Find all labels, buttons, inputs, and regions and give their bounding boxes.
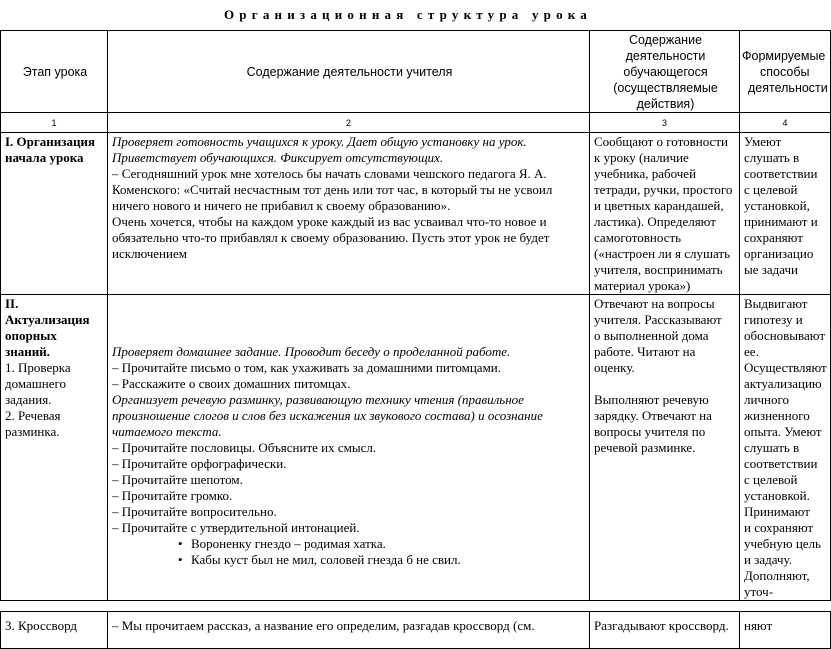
stage-cell: I. Организация начала урока — [1, 133, 108, 295]
list-item: • Вороненку гнездо – родимая хатка. — [178, 536, 386, 551]
student-activity-cell: Разгадывают кроссворд. — [590, 612, 740, 649]
student-activity-cell: Отвечают на вопросы учителя. Рассказывают о выполненной дома работе. Читают на оценку. Выполняют речевую зарядку. Отвечают на вопросы учителя по речевой разминке. — [590, 295, 740, 601]
table-header-row — [1, 31, 831, 113]
column-number: 2 — [108, 113, 590, 133]
student-activity-cell: Сообщают о готовности к уроку (наличие учебника, рабочей тетради, ручки, простого и цветных карандашей, ластика). Определяют самоготовность («настроен ли я слушать учителя, воспринимать материал урока») — [590, 133, 740, 295]
lesson-structure-table — [0, 30, 831, 649]
bullet-icon: • — [178, 552, 183, 567]
bullet-icon: • — [178, 536, 183, 551]
column-number: 1 — [1, 113, 108, 133]
stage-row-organization — [1, 133, 831, 295]
skills-cell: няют — [740, 612, 831, 649]
column-number-row — [1, 113, 831, 133]
stage-cell: 3. Кроссворд — [1, 612, 108, 649]
teacher-activity-cell: Проверяет готовность учащихся к уроку. Дает общую установку на урок. Приветствует обучающихся. Фиксирует отсутствующих. – Сегодняшний урок мне хотелось бы начать словами чешского педагога Я. А. Коменского: «Считай несчастным тот день или тот час, в который ты не усвоил ничего нового и ничего не прибавил к своему образованию». Очень хочется, чтобы на каждом уроке каждый из вас усваивал что-то новое и обязательно что-то прибавлял к своему образованию. Пусть этот урок не будет исключением — [108, 133, 590, 295]
header-teacher-activity: Содержание деятельности учителя — [108, 31, 590, 113]
skills-cell: Умеют слушать в соответствии с целевой установкой, принимают и сохраняют организацио ые задачи — [740, 133, 831, 295]
page-break-gap — [1, 601, 831, 612]
page-title: Организационная структура урока — [224, 7, 592, 22]
column-number: 4 — [740, 113, 831, 133]
skills-cell: Выдвигают гипотезу и обосновывают ее. Осуществляют актуализацию личного жизненного опыта. Умеют слушать в соответствии с целевой установкой. Принимают и сохраняют учебную цель и задачу. Дополняют, уточ- — [740, 295, 831, 601]
teacher-activity-cell: – Мы прочитаем рассказ, а название его определим, разгадав кроссворд (см. — [108, 612, 590, 649]
stage-row-crossword — [1, 612, 831, 649]
list-item: • Кабы куст был не мил, соловей гнезда б не свил. — [178, 552, 461, 567]
header-student-activity: Содержание деятельности обучающегося (осуществляемые действия) — [590, 31, 740, 113]
teacher-activity-cell: Проверяет домашнее задание. Проводит беседу о проделанной работе. – Прочитайте письмо о том, как ухаживать за домашними питомцами. – Расскажите о своих домашних питомцах. Организует речевую разминку, развивающую технику чтения (правильное произношение слогов и слов без искажения их звукового состава) и осознание читаемого текста. – Прочитайте пословицы. Объясните их смысл. – Прочитайте орфографически. – Прочитайте шепотом. – Прочитайте громко. – Прочитайте вопросительно. – Прочитайте с утвердительной интонацией. • Вороненку гнездо – родимая хатка. • Кабы куст был не мил, соловей гнезда б не свил. — [108, 295, 590, 601]
header-skills: Формируемые способы деятельности — [740, 31, 831, 113]
stage-row-actualization — [1, 295, 831, 601]
header-stage: Этап урока — [1, 31, 108, 113]
stage-cell: II. Актуализация опорных знаний. 1. Проверка домашнего задания. 2. Речевая разминка. — [1, 295, 108, 601]
column-number: 3 — [590, 113, 740, 133]
